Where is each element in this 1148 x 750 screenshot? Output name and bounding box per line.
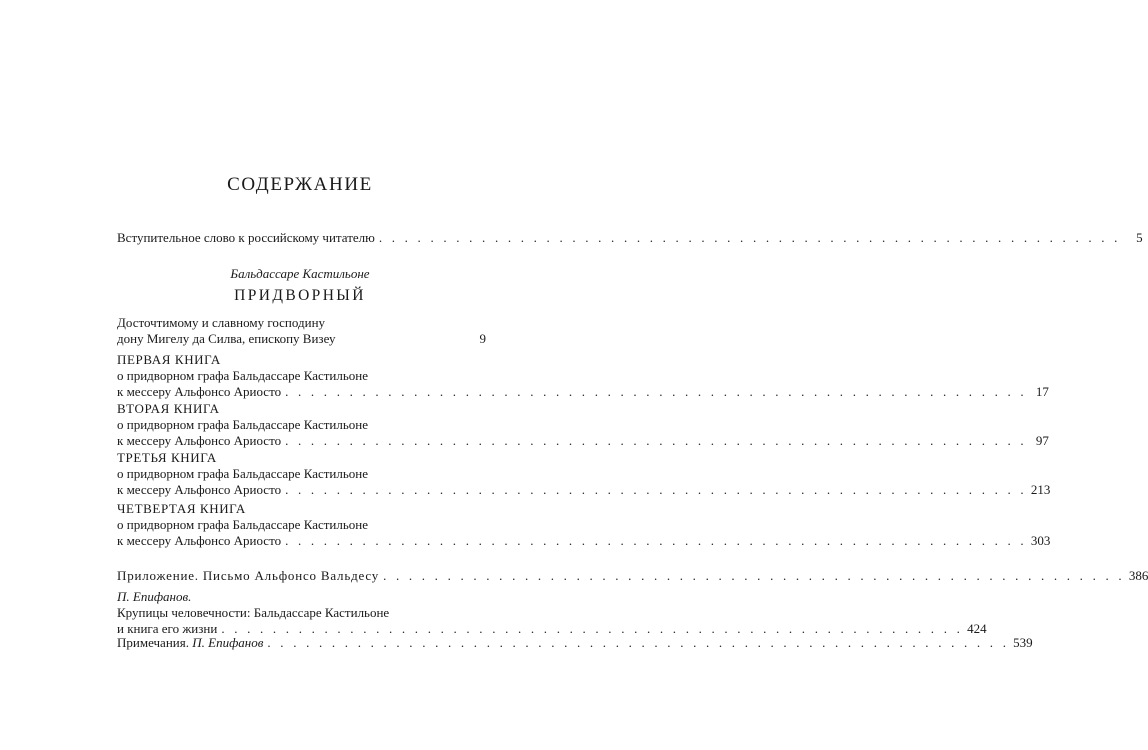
toc-entry-dedication[interactable] <box>117 315 486 347</box>
toc-entry-text: к мессеру Альфонсо Ариосто <box>117 384 282 399</box>
toc-entry-essay[interactable] <box>117 589 987 637</box>
toc-section-heading: ПЕРВАЯ КНИГА <box>117 352 221 367</box>
toc-entry-intro[interactable] <box>117 230 1143 246</box>
toc-entry-text: к мессеру Альфонсо Ариосто <box>117 533 282 548</box>
dot-leader: . . . . . . . . . . . . . . . . . . . . . . . . . . . . . . . . . . . . . . . . . . . . . . . . . . . . . . . . . . <box>285 433 1027 448</box>
toc-entry-text: и книга его жизни <box>117 621 218 636</box>
toc-entry-text: Приложение. Письмо Альфонсо Вальдесу <box>117 568 380 583</box>
dot-leader: . . . . . . . . . . . . . . . . . . . . . . . . . . . . . . . . . . . . . . . . . . . . . . . . . . . . . . . . . . <box>285 384 1027 399</box>
toc-entry-text: Досточтимому и славному господину <box>117 315 326 330</box>
page-number: 9 <box>479 331 486 346</box>
toc-entry-book-4[interactable] <box>117 501 1051 549</box>
book-title: ПРИДВОРНЫЙ <box>234 287 366 304</box>
dot-leader: . . . . . . . . . . . . . . . . . . . . . . . . . . . . . . . . . . . . . . . . . . . . . . . . . . . . . . . . . . <box>285 533 1027 548</box>
toc-entry-book-3[interactable] <box>117 450 1051 498</box>
toc-entry-text: о придворном графа Бальдассаре Кастильоне <box>117 466 369 481</box>
dot-leader: . . . . . . . . . . . . . . . . . . . . . . . . . . . . . . . . . . . . . . . . . . . . . . . . . . . . . . . . . . <box>285 482 1027 497</box>
dot-leader: . . . . . . . . . . . . . . . . . . . . . . . . . . . . . . . . . . . . . . . . . . . . . . . . . . . . . . . . . . <box>378 230 1121 245</box>
toc-entry-author: П. Епифанов <box>192 635 264 650</box>
toc-entry-author: П. Епифанов. <box>117 589 192 604</box>
page-number: 17 <box>1035 384 1049 399</box>
toc-entry-text: Вступительное слово к российскому читателю <box>117 230 375 245</box>
page-number: 5 <box>1136 230 1143 245</box>
dot-leader: . . . . . . . . . . . . . . . . . . . . . . . . . . . . . . . . . . . . . . . . . . . . . . . . . . . . . . . . . . <box>267 635 1010 650</box>
book-author: Бальдассаре Кастильоне <box>230 266 370 281</box>
toc-entry-book-1[interactable] <box>117 352 1049 400</box>
toc-section-heading: ЧЕТВЕРТАЯ КНИГА <box>117 501 246 516</box>
dot-leader: . . . . . . . . . . . . . . . . . . . . . . . . . . . . . . . . . . . . . . . . . . . . . . . . . . . . . . . . . . <box>221 621 964 636</box>
page-number: 386 <box>1128 568 1148 583</box>
toc-entry-text: о придворном графа Бальдассаре Кастильоне <box>117 517 369 532</box>
toc-entry-text: к мессеру Альфонсо Ариосто <box>117 482 282 497</box>
toc-entry-notes[interactable] <box>117 635 1033 651</box>
toc-entry-label-group <box>117 635 263 651</box>
page-number: 539 <box>1013 635 1033 650</box>
page-number: 303 <box>1030 533 1051 548</box>
dot-leader: . . . . . . . . . . . . . . . . . . . . . . . . . . . . . . . . . . . . . . . . . . . . . . . . . . . . . . . . . . <box>383 568 1125 583</box>
toc-entry-text: Крупицы человечности: Бальдассаре Кастильоне <box>117 605 390 620</box>
toc-entry-text: дону Мигелу да Силва, епископу Визеу <box>117 331 336 346</box>
toc-entry-text: Примечания. <box>117 635 189 650</box>
toc-entry-text: о придворном графа Бальдассаре Кастильоне <box>117 417 369 432</box>
page-title: СОДЕРЖАНИЕ <box>227 174 373 195</box>
toc-entry-text: к мессеру Альфонсо Ариосто <box>117 433 282 448</box>
toc-entry-text: о придворном графа Бальдассаре Кастильоне <box>117 368 369 383</box>
toc-entry-appendix[interactable] <box>117 568 1148 584</box>
page-number: 213 <box>1030 482 1051 497</box>
page-number: 424 <box>967 621 987 636</box>
toc-section-heading: ТРЕТЬЯ КНИГА <box>117 450 217 465</box>
page-number: 97 <box>1035 433 1049 448</box>
toc-entry-book-2[interactable] <box>117 401 1049 449</box>
toc-section-heading: ВТОРАЯ КНИГА <box>117 401 220 416</box>
